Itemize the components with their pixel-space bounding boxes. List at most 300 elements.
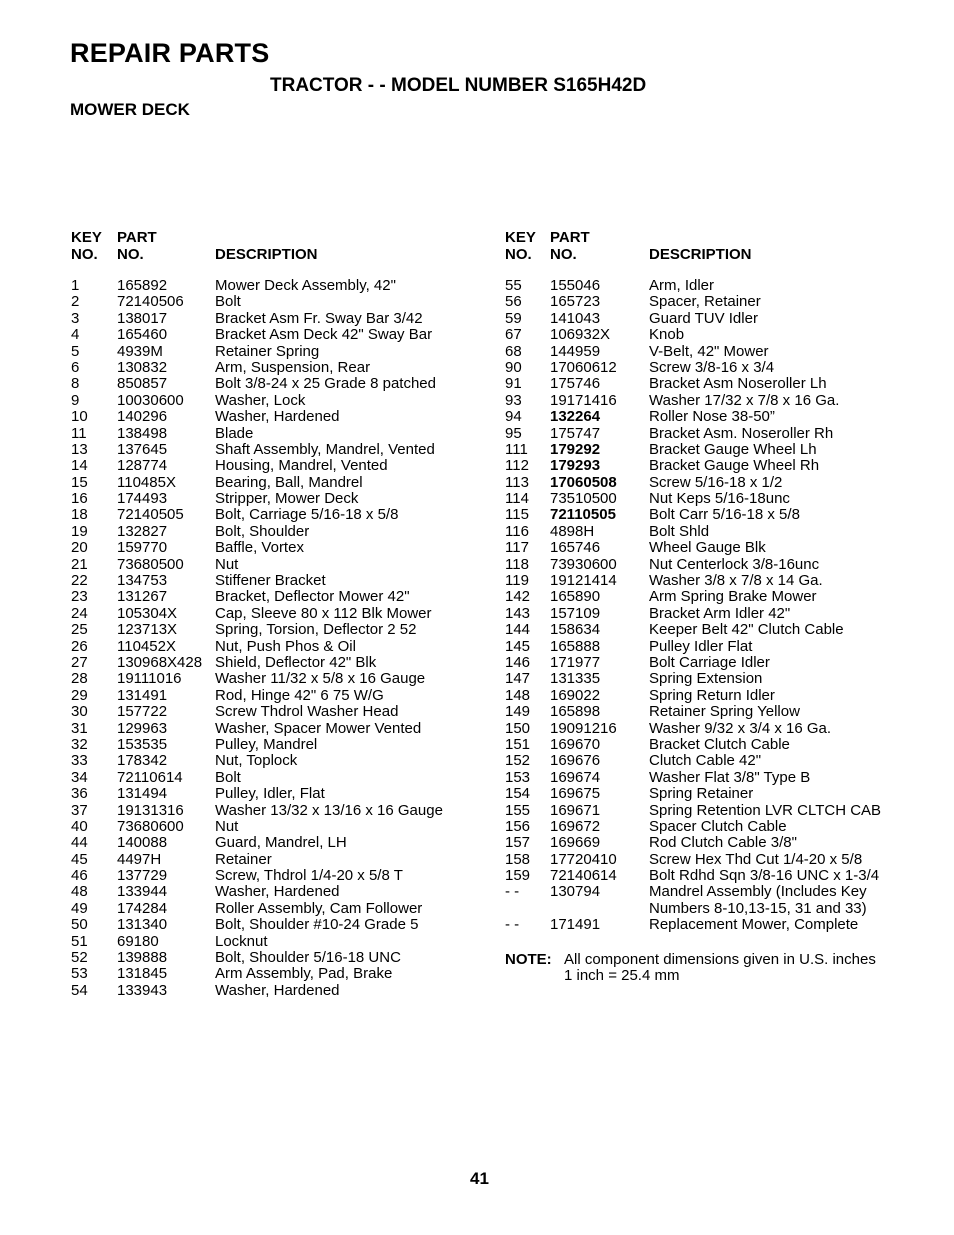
key-number: 27 (71, 653, 88, 671)
part-number: 165746 (550, 539, 601, 557)
parts-row (505, 360, 915, 376)
part-no-header: NO. (550, 245, 577, 263)
part-number: 179293 (550, 457, 601, 475)
key-number: 152 (505, 752, 531, 770)
part-description: Bolt Carriage Idler (649, 653, 770, 671)
part-number: 155046 (550, 277, 601, 294)
key-number: 93 (505, 391, 522, 409)
part-description: Nut (215, 817, 239, 835)
part-number: 131340 (117, 916, 168, 934)
parts-list-right (505, 229, 915, 984)
part-number: 131494 (117, 785, 168, 803)
parts-row (505, 573, 915, 589)
key-number: 159 (505, 867, 531, 885)
parts-row (71, 950, 481, 966)
page-title: REPAIR PARTS (70, 38, 270, 68)
key-number: 153 (505, 768, 531, 786)
part-number: 169674 (550, 768, 601, 786)
key-number: 29 (71, 686, 88, 704)
part-description: Bolt Carr 5/16-18 x 5/8 (649, 506, 800, 524)
parts-row (505, 901, 915, 917)
part-number: 17060508 (550, 473, 617, 491)
part-description: Spring, Torsion, Deflector 2 52 (215, 621, 417, 639)
part-description: Roller Assembly, Cam Follower (215, 899, 423, 917)
part-number: 17720410 (550, 850, 617, 868)
part-description: Bracket, Deflector Mower 42" (215, 588, 410, 606)
part-description: Bracket Asm. Noseroller Rh (649, 424, 834, 442)
parts-row (505, 409, 915, 425)
key-number: 31 (71, 719, 88, 737)
part-description: Stiffener Bracket (215, 572, 326, 590)
key-number: 148 (505, 686, 531, 704)
parts-row (505, 376, 915, 392)
part-description: Spring Extension (649, 670, 763, 688)
key-number: 142 (505, 588, 531, 606)
key-number: 59 (505, 309, 522, 327)
part-number: 72140614 (550, 867, 617, 885)
key-number: 15 (71, 473, 88, 491)
key-number: 34 (71, 768, 88, 786)
part-number: 165892 (117, 277, 168, 294)
parts-row (505, 458, 915, 474)
part-number: 850857 (117, 375, 168, 393)
parts-row (71, 983, 481, 999)
part-description: Pulley Idler Flat (649, 637, 753, 655)
key-number: 13 (71, 440, 88, 458)
parts-row (505, 770, 915, 786)
parts-row (71, 458, 481, 474)
parts-row (505, 540, 915, 556)
key-number: 91 (505, 375, 522, 393)
part-description: Locknut (215, 932, 268, 950)
part-number: 133943 (117, 981, 168, 999)
parts-row (505, 557, 915, 573)
part-number: 110485X (117, 473, 176, 491)
parts-row (505, 835, 915, 851)
part-number: 169669 (550, 834, 601, 852)
parts-row (505, 688, 915, 704)
key-number: 32 (71, 735, 88, 753)
key-number: 19 (71, 522, 88, 540)
parts-rows (71, 278, 481, 999)
key-number: 3 (71, 309, 80, 327)
part-description: Washer, Lock (215, 391, 306, 409)
part-number: 4939M (117, 342, 163, 360)
part-number: 137729 (117, 867, 168, 885)
parts-row (71, 409, 481, 425)
key-number: 117 (505, 539, 529, 557)
part-number: 19091216 (550, 719, 617, 737)
part-number: 19131316 (117, 801, 184, 819)
part-number: 106932X (550, 326, 611, 344)
part-description: Cap, Sleeve 80 x 112 Blk Mower (215, 604, 432, 622)
part-number: 131267 (117, 588, 168, 606)
key-number: 28 (71, 670, 88, 688)
part-description: Wheel Gauge Blk (649, 539, 766, 557)
parts-row (71, 819, 481, 835)
part-description: Screw, Thdrol 1/4-20 x 5/8 T (215, 867, 403, 885)
key-number: 36 (71, 785, 88, 803)
part-description: Bracket Gauge Wheel Rh (649, 457, 820, 475)
part-number: 17060612 (550, 358, 617, 376)
key-number: 49 (71, 899, 88, 917)
part-number: 169676 (550, 752, 601, 770)
part-number: 73680600 (117, 817, 184, 835)
parts-row (505, 294, 915, 310)
part-number: 110452X (117, 637, 176, 655)
part-number: 157109 (550, 604, 601, 622)
key-number: 156 (505, 817, 531, 835)
part-number: 169022 (550, 686, 601, 704)
column-header (505, 230, 915, 278)
part-description: Bracket Asm Noseroller Lh (649, 375, 827, 393)
parts-row (71, 294, 481, 310)
part-number: 175747 (550, 424, 601, 442)
note-label: NOTE: (505, 950, 552, 968)
part-number: 72110614 (117, 768, 183, 786)
part-description: Bearing, Ball, Mandrel (215, 473, 363, 491)
parts-row (71, 868, 481, 884)
part-description: Retainer (215, 850, 272, 868)
part-description: Nut (215, 555, 239, 573)
key-number: 119 (505, 572, 529, 590)
part-number: 73680500 (117, 555, 184, 573)
key-number: 54 (71, 981, 88, 999)
part-description: Screw 5/16-18 x 1/2 (649, 473, 783, 491)
key-number: 67 (505, 326, 522, 344)
key-number: 68 (505, 342, 522, 360)
part-number: 174284 (117, 899, 168, 917)
part-description: Screw Hex Thd Cut 1/4-20 x 5/8 (649, 850, 863, 868)
parts-row (505, 524, 915, 540)
parts-row (505, 721, 915, 737)
parts-row (71, 655, 481, 671)
column-header (71, 230, 481, 278)
key-number: 22 (71, 572, 88, 590)
part-description: Screw 3/8-16 x 3/4 (649, 358, 775, 376)
key-number: 158 (505, 850, 531, 868)
key-number: 5 (71, 342, 80, 360)
key-no-header: NO. (505, 245, 532, 263)
key-number: 24 (71, 604, 88, 622)
parts-row (71, 917, 481, 933)
parts-row (505, 884, 915, 900)
key-number: 18 (71, 506, 88, 524)
part-description: Bolt, Carriage 5/16-18 x 5/8 (215, 506, 399, 524)
part-number: 128774 (117, 457, 168, 475)
parts-row (505, 671, 915, 687)
parts-row (505, 786, 915, 802)
key-number: 111 (505, 440, 528, 458)
key-number: 112 (505, 457, 529, 475)
part-number: 73510500 (550, 490, 617, 508)
part-header: PART (550, 229, 590, 246)
key-number: 90 (505, 358, 522, 376)
key-number: 154 (505, 785, 531, 803)
key-number: 48 (71, 883, 88, 901)
part-number: 4898H (550, 522, 595, 540)
part-description: Washer, Hardened (215, 981, 340, 999)
part-description: Washer 13/32 x 13/16 x 16 Gauge (215, 801, 443, 819)
part-description: Spring Retention LVR CLTCH CAB (649, 801, 882, 819)
key-number: 8 (71, 375, 80, 393)
key-number: 115 (505, 506, 529, 524)
part-number: 105304X (117, 604, 178, 622)
parts-row (505, 327, 915, 343)
key-number: 1 (71, 277, 80, 294)
parts-row (71, 622, 481, 638)
key-number: 6 (71, 358, 80, 376)
parts-row (71, 803, 481, 819)
part-description: Washer 9/32 x 3/4 x 16 Ga. (649, 719, 832, 737)
part-description: Nut Keps 5/16-18unc (649, 490, 790, 508)
part-number: 130968X428 (117, 653, 203, 671)
parts-row (71, 393, 481, 409)
parts-row (71, 573, 481, 589)
part-number: 141043 (550, 309, 601, 327)
key-number: 50 (71, 916, 88, 934)
key-number: 116 (505, 522, 529, 540)
parts-row (71, 475, 481, 491)
key-number: 113 (505, 473, 529, 491)
key-number: 26 (71, 637, 88, 655)
part-number: 165898 (550, 703, 601, 721)
parts-row (71, 934, 481, 950)
parts-row (71, 540, 481, 556)
part-description: Bracket Clutch Cable (649, 735, 790, 753)
parts-row (71, 376, 481, 392)
parts-row (71, 671, 481, 687)
part-description: Spacer Clutch Cable (649, 817, 787, 835)
parts-row (505, 737, 915, 753)
parts-row (505, 344, 915, 360)
part-number: 165890 (550, 588, 601, 606)
key-number: - - (505, 883, 520, 901)
parts-row (505, 442, 915, 458)
part-number: 144959 (550, 342, 601, 360)
part-description: Knob (649, 326, 685, 344)
parts-row (71, 426, 481, 442)
key-number: 53 (71, 965, 88, 983)
key-number: 146 (505, 653, 531, 671)
key-number: 144 (505, 621, 531, 639)
part-number: 132264 (550, 408, 601, 426)
parts-row (505, 311, 915, 327)
parts-row (71, 901, 481, 917)
key-number: 151 (505, 735, 531, 753)
parts-row (71, 311, 481, 327)
part-description: Bolt Rdhd Sqn 3/8-16 UNC x 1-3/4 (649, 867, 880, 885)
part-description: Retainer Spring Yellow (649, 703, 800, 721)
part-description: Mower Deck Assembly, 42" (215, 277, 396, 294)
parts-row (71, 852, 481, 868)
part-description: Washer 17/32 x 7/8 x 16 Ga. (649, 391, 840, 409)
part-number: 169671 (550, 801, 601, 819)
part-description: Bolt (215, 293, 241, 311)
parts-row (71, 704, 481, 720)
part-number: 165460 (117, 326, 168, 344)
parts-row (71, 344, 481, 360)
part-description: Rod Clutch Cable 3/8" (649, 834, 797, 852)
part-description: Washer Flat 3/8" Type B (649, 768, 811, 786)
part-description: Roller Nose 38-50” (649, 408, 775, 426)
key-header: KEY (71, 229, 102, 246)
part-description: Bracket Asm Deck 42" Sway Bar (215, 326, 433, 344)
model-subtitle: TRACTOR - - MODEL NUMBER S165H42D (270, 75, 647, 96)
parts-row (505, 606, 915, 622)
part-number: 73930600 (550, 555, 617, 573)
part-number: 72140506 (117, 293, 184, 311)
key-number: 11 (71, 424, 87, 442)
part-number: 165723 (550, 293, 601, 311)
parts-row (505, 278, 915, 294)
key-number: 21 (71, 555, 88, 573)
parts-row (505, 819, 915, 835)
parts-row (71, 639, 481, 655)
key-number: 30 (71, 703, 88, 721)
key-number: 118 (505, 555, 529, 573)
part-number: 153535 (117, 735, 168, 753)
parts-row (71, 360, 481, 376)
part-number: 130794 (550, 883, 601, 901)
part-number: 138017 (117, 309, 168, 327)
parts-row (71, 589, 481, 605)
part-description: Housing, Mandrel, Vented (215, 457, 388, 475)
part-number: 129963 (117, 719, 168, 737)
key-no-header: NO. (71, 245, 98, 263)
key-number: 55 (505, 277, 522, 294)
part-description: Washer, Spacer Mower Vented (215, 719, 422, 737)
part-description: Bracket Arm Idler 42" (649, 604, 791, 622)
part-number: 159770 (117, 539, 168, 557)
part-number: 133944 (117, 883, 168, 901)
part-description: Spring Retainer (649, 785, 754, 803)
parts-row (505, 917, 915, 933)
parts-row (505, 639, 915, 655)
part-description: Washer 3/8 x 7/8 x 14 Ga. (649, 572, 823, 590)
part-description: Washer 11/32 x 5/8 x 16 Gauge (215, 670, 426, 688)
part-description: Pulley, Idler, Flat (215, 785, 325, 803)
part-number: 10030600 (117, 391, 184, 409)
note-line-1: All component dimensions given in U.S. inches (564, 950, 876, 968)
parts-row (71, 507, 481, 523)
key-number: 46 (71, 867, 88, 885)
parts-row (505, 507, 915, 523)
part-number: 175746 (550, 375, 601, 393)
key-number: 4 (71, 326, 80, 344)
part-description: Arm Assembly, Pad, Brake (215, 965, 393, 983)
part-description: Guard, Mandrel, LH (215, 834, 347, 852)
note-line-2: 1 inch = 25.4 mm (564, 966, 680, 984)
part-description: Shaft Assembly, Mandrel, Vented (215, 440, 435, 458)
key-number: - - (505, 916, 520, 934)
parts-row (505, 655, 915, 671)
part-number: 4497H (117, 850, 162, 868)
key-number: 95 (505, 424, 522, 442)
part-number: 171977 (550, 653, 601, 671)
part-number: 72110505 (550, 506, 616, 524)
key-number: 56 (505, 293, 522, 311)
parts-row (71, 737, 481, 753)
part-number: 123713X (117, 621, 178, 639)
key-number: 51 (71, 932, 88, 950)
part-description: Bolt (215, 768, 241, 786)
part-number: 134753 (117, 572, 168, 590)
parts-row (505, 393, 915, 409)
part-number: 169672 (550, 817, 601, 835)
part-number: 169670 (550, 735, 601, 753)
part-number: 19171416 (550, 391, 617, 409)
part-description: Bolt, Shoulder 5/16-18 UNC (215, 949, 401, 967)
key-number: 150 (505, 719, 531, 737)
key-number: 40 (71, 817, 88, 835)
parts-row (71, 884, 481, 900)
part-description: Bracket Asm Fr. Sway Bar 3/42 (215, 309, 423, 327)
part-number: 171491 (550, 916, 601, 934)
key-number: 2 (71, 293, 80, 311)
parts-row (505, 589, 915, 605)
part-description: Retainer Spring (215, 342, 320, 360)
part-number: 130832 (117, 358, 168, 376)
part-description: Bolt Shld (649, 522, 710, 540)
part-description: Mandrel Assembly (Includes Key (649, 883, 867, 901)
part-number: 137645 (117, 440, 168, 458)
part-number: 69180 (117, 932, 159, 950)
key-number: 155 (505, 801, 531, 819)
part-description: Nut Centerlock 3/8-16unc (649, 555, 820, 573)
key-number: 9 (71, 391, 80, 409)
part-number: 158634 (550, 621, 601, 639)
part-number: 157722 (117, 703, 168, 721)
description-header: DESCRIPTION (649, 245, 752, 263)
key-number: 25 (71, 621, 88, 639)
parts-row (71, 491, 481, 507)
part-description: Bolt, Shoulder (215, 522, 310, 540)
key-number: 114 (505, 490, 529, 508)
key-number: 157 (505, 834, 531, 852)
parts-row (71, 442, 481, 458)
key-number: 37 (71, 801, 88, 819)
key-number: 147 (505, 670, 531, 688)
part-number: 178342 (117, 752, 168, 770)
parts-row (71, 606, 481, 622)
part-description: Spring Return Idler (649, 686, 775, 704)
part-description: Numbers 8-10,13-15, 31 and 33) (649, 899, 867, 917)
key-number: 45 (71, 850, 88, 868)
part-description: Pulley, Mandrel (215, 735, 318, 753)
key-number: 16 (71, 490, 88, 508)
parts-row (505, 704, 915, 720)
part-description: Baffle, Vortex (215, 539, 304, 557)
part-header: PART (117, 229, 157, 246)
part-number: 132827 (117, 522, 168, 540)
parts-row (71, 524, 481, 540)
part-description: Arm, Suspension, Rear (215, 358, 371, 376)
part-description: Rod, Hinge 42" 6 75 W/G (215, 686, 384, 704)
part-description: Guard TUV Idler (649, 309, 758, 327)
part-description: Washer, Hardened (215, 408, 340, 426)
parts-row (505, 622, 915, 638)
part-number: 138498 (117, 424, 168, 442)
parts-row (71, 688, 481, 704)
part-description: Nut, Toplock (215, 752, 298, 770)
part-number: 19111016 (117, 670, 182, 688)
parts-row (71, 835, 481, 851)
parts-row (71, 721, 481, 737)
part-description: Keeper Belt 42" Clutch Cable (649, 621, 844, 639)
part-number: 165888 (550, 637, 601, 655)
parts-row (71, 327, 481, 343)
